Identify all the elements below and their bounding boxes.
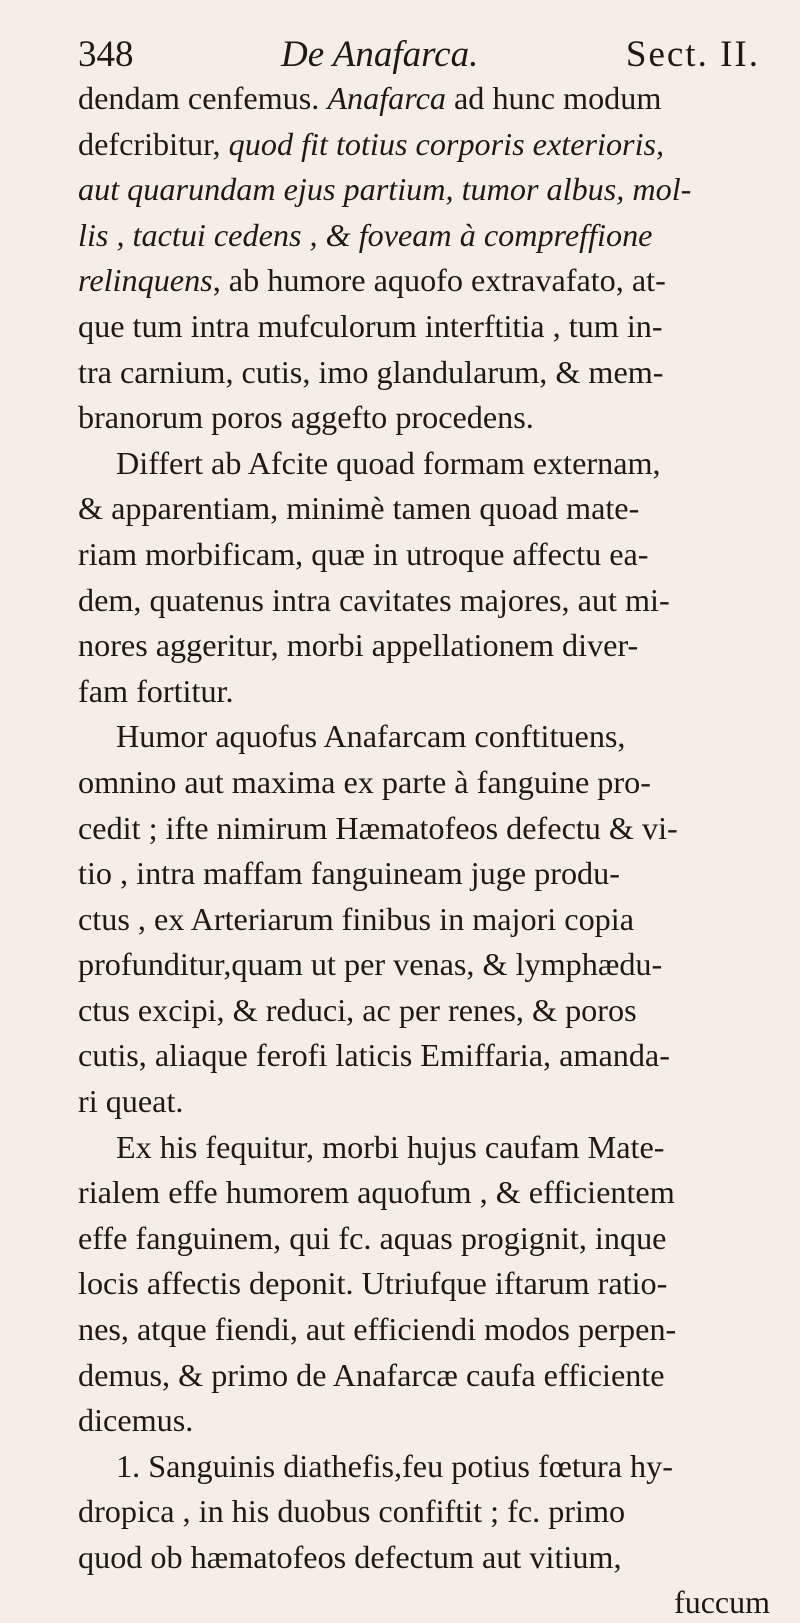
catchword-row — [78, 1581, 770, 1623]
text-run: quod ob hæmatofeos defectum aut vitium, — [78, 1539, 622, 1575]
text-line — [78, 897, 770, 943]
paragraph — [78, 76, 770, 441]
catchword: fuccum — [674, 1583, 770, 1620]
text-run: Ex his fequitur, morbi hujus caufam Mate- — [116, 1128, 665, 1165]
text-run: branorum poros aggefto procedens. — [78, 399, 534, 436]
text-line — [78, 1170, 770, 1216]
paragraph — [78, 441, 770, 715]
text-line — [78, 1353, 770, 1399]
text-run: demus, & primo de Anafarcæ caufa efficiente — [78, 1356, 665, 1393]
text-run: ri queat. — [78, 1083, 184, 1120]
running-head — [78, 34, 760, 76]
text-run: cedit ; ifte nimirum Hæmatofeos defectu & vi- — [78, 809, 678, 846]
text-line — [78, 532, 770, 578]
text-run: fam fortitur. — [78, 672, 234, 709]
text-run: locis affectis deponit. Utriufque iftarum ratio- — [78, 1265, 668, 1302]
text-line — [78, 441, 770, 487]
italic-run: Anafarca — [327, 80, 446, 116]
text-run: Humor aquofus Anafarcam conftituens, — [116, 718, 626, 755]
page-number: 348 — [78, 34, 134, 75]
body-text — [78, 76, 770, 1581]
text-line — [78, 714, 770, 760]
text-run: , ab humore aquofo extravafato, at- — [212, 262, 666, 299]
text-line — [78, 988, 770, 1034]
text-run: & apparentiam, minimè tamen quoad mate- — [78, 490, 640, 527]
text-run: 1. Sanguinis diathefis,feu potius fœtura hy- — [116, 1447, 673, 1484]
text-line — [78, 350, 770, 396]
text-run: dendam cenfemus. — [78, 80, 328, 116]
text-run: ctus excipi, & reduci, ac per renes, & poros — [78, 991, 637, 1028]
text-run: nes, atque fiendi, aut efficiendi modos perpen- — [78, 1311, 677, 1348]
running-title: De Anafarca. — [281, 34, 479, 75]
text-run: tio , intra maffam fanguineam juge produ- — [78, 855, 620, 892]
text-run: omnino aut maxima ex parte à fanguine pro- — [78, 763, 651, 800]
text-line — [78, 1398, 770, 1444]
paragraph — [78, 1125, 770, 1444]
text-line — [78, 1125, 770, 1171]
text-run: effe fanguinem, qui fc. aquas progignit, inque — [78, 1219, 667, 1256]
text-line — [78, 623, 770, 669]
text-run: ctus , ex Arteriarum finibus in majori copia — [78, 900, 634, 937]
text-line — [78, 806, 770, 852]
text-line — [78, 760, 770, 806]
text-line — [78, 258, 770, 304]
text-line — [78, 1261, 770, 1307]
italic-run: relinquens — [78, 262, 213, 299]
italic-run: lis , tactui cedens , & foveam à compreffione — [78, 216, 653, 253]
text-line — [78, 167, 770, 213]
text-run: dem, quatenus intra cavitates majores, aut mi- — [78, 581, 670, 618]
text-run: tra carnium, cutis, imo glandularum, & mem- — [78, 353, 664, 390]
text-line — [78, 486, 770, 532]
text-run: nores aggeritur, morbi appellationem diver- — [78, 627, 639, 664]
text-run: cutis, aliaque ferofi laticis Emiffaria, amanda- — [78, 1037, 670, 1074]
text-run: profunditur,quam ut per venas, & lymphædu- — [78, 946, 663, 983]
text-line — [78, 942, 770, 988]
text-line — [78, 122, 770, 168]
text-run: dropica , in his duobus confiftit ; fc. primo — [78, 1493, 626, 1530]
text-line — [78, 1079, 770, 1125]
text-line — [78, 1216, 770, 1262]
text-run: rialem effe humorem aquofum , & efficientem — [78, 1174, 675, 1211]
text-line — [78, 76, 770, 122]
text-line — [78, 669, 770, 715]
italic-run: aut quarundam ejus partium, tumor albus, mol- — [78, 171, 692, 208]
paragraph — [78, 1444, 770, 1581]
text-line — [78, 1489, 770, 1535]
text-line — [78, 851, 770, 897]
section-label: Sect. II. — [625, 34, 760, 75]
text-run: dicemus. — [78, 1402, 194, 1439]
text-line — [78, 213, 770, 259]
text-line — [78, 395, 770, 441]
text-line — [78, 1307, 770, 1353]
text-line — [78, 1033, 770, 1079]
text-line — [78, 578, 770, 624]
text-run: ad hunc modum — [445, 80, 662, 116]
text-run: que tum intra mufculorum interftitia , tum in- — [78, 307, 663, 344]
text-run: riam morbificam, quæ in utroque affectu ea- — [78, 535, 649, 572]
text-line — [78, 1535, 770, 1581]
text-line — [78, 304, 770, 350]
italic-run: quod fit totius corporis exterioris, — [228, 125, 665, 162]
text-line — [78, 1444, 770, 1490]
text-run: defcribitur, — [78, 125, 229, 162]
paragraph — [78, 714, 770, 1124]
text-run: Differt ab Afcite quoad formam externam, — [116, 444, 661, 481]
